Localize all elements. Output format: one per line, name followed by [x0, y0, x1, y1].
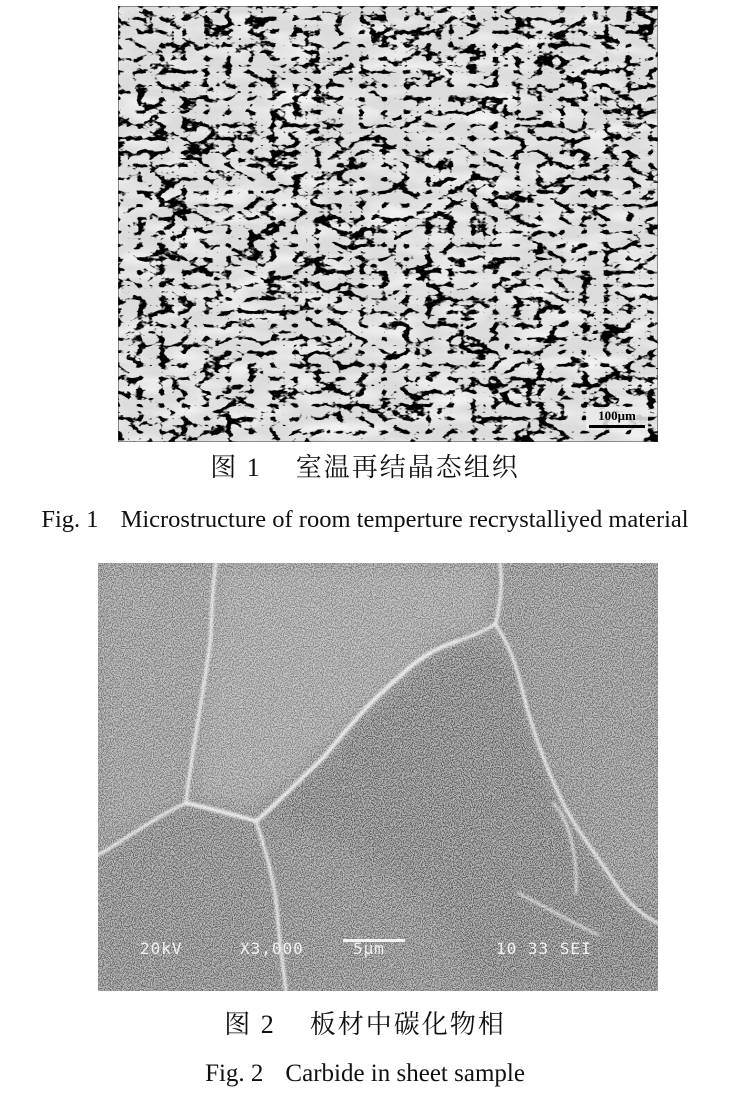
sem-image — [98, 563, 658, 991]
scale-bar-line — [589, 425, 645, 428]
figure-1-en-label: Fig. 1 — [41, 506, 99, 533]
figure-2-sem-image — [98, 563, 658, 991]
scale-bar-100um — [586, 407, 648, 430]
figure-2-caption-en — [0, 1061, 730, 1086]
figure-1-cn-title: 室温再结晶态组织 — [295, 453, 520, 482]
figure-2-cn-label: 图 2 — [224, 1010, 276, 1039]
sem-code: 10 33 SEI — [496, 939, 592, 958]
sem-magnification: X3,000 — [240, 939, 304, 958]
figure-1-en-title: Microstructure of room temperture recrystalliyed material — [120, 506, 689, 533]
figure-1-caption-cn — [0, 455, 730, 481]
figure-2-en-title: Carbide in sheet sample — [285, 1060, 525, 1087]
sem-scale-label: 5μm — [353, 939, 385, 958]
figure-2-caption-cn — [0, 1012, 730, 1038]
figure-1-caption-en — [0, 508, 730, 533]
figure-2-cn-title: 板材中碳化物相 — [309, 1010, 506, 1039]
scale-bar-label: 100μm — [598, 408, 636, 423]
figure-2-en-label: Fig. 2 — [205, 1060, 264, 1087]
sem-info-bar — [98, 939, 658, 961]
figure-1-cn-label: 图 1 — [210, 453, 262, 482]
micrograph-image — [118, 6, 658, 442]
figure-1-micrograph — [118, 6, 658, 442]
sem-voltage: 20kV — [140, 939, 183, 958]
